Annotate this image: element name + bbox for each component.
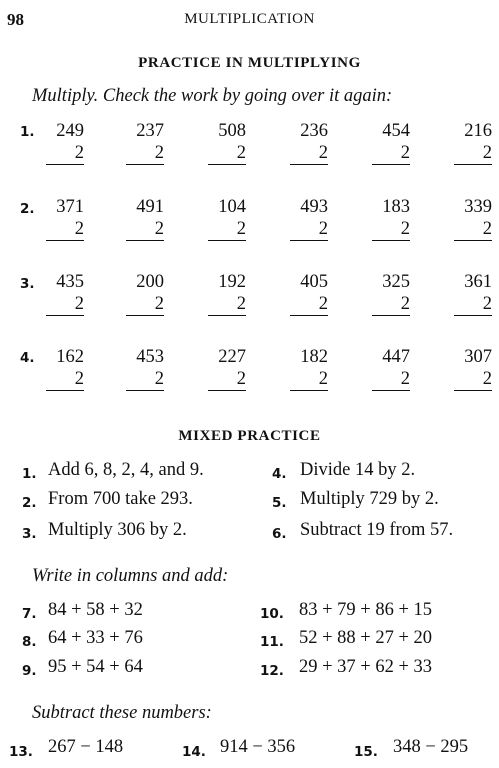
subtract-instruction: Subtract these numbers: — [32, 703, 212, 723]
multiplier: 2 — [46, 142, 84, 165]
multiplier: 2 — [126, 293, 164, 316]
multiplier: 2 — [372, 368, 410, 391]
item-number: 12. — [260, 663, 284, 679]
multiplicand: 371 — [56, 197, 84, 217]
multiplicand: 227 — [218, 347, 246, 367]
multiplication-problem — [454, 196, 492, 241]
multiplication-problem — [46, 196, 84, 241]
multiplicand: 454 — [382, 121, 410, 141]
multiplication-problem — [208, 120, 246, 165]
exercise-text: 914 − 356 — [220, 737, 296, 757]
multiplicand: 339 — [464, 197, 492, 217]
exercise-text: 84 + 58 + 32 — [48, 600, 143, 620]
multiplicand: 192 — [218, 272, 246, 292]
multiplier: 2 — [454, 218, 492, 241]
exercise-text: 29 + 37 + 62 + 33 — [299, 657, 433, 677]
item-number: 3. — [22, 526, 37, 542]
multiplier: 2 — [208, 218, 246, 241]
multiplier: 2 — [290, 368, 328, 391]
multiplication-problem — [372, 271, 410, 316]
multiplication-problem — [126, 196, 164, 241]
row-label-3: 3. — [20, 276, 35, 292]
exercise-text: 267 − 148 — [48, 737, 124, 757]
item-number: 9. — [22, 663, 37, 679]
exercise-text: 64 + 33 + 76 — [48, 628, 143, 648]
multiplier: 2 — [126, 142, 164, 165]
multiplication-problem — [46, 346, 84, 391]
multiplier: 2 — [372, 218, 410, 241]
multiplicand: 508 — [218, 121, 246, 141]
multiply-instruction: Multiply. Check the work by going over it again: — [32, 86, 393, 106]
multiplicand: 200 — [136, 272, 164, 292]
multiplicand: 249 — [56, 121, 84, 141]
multiplicand: 491 — [136, 197, 164, 217]
section-title-practice: PRACTICE IN MULTIPLYING — [138, 55, 361, 71]
multiplicand: 447 — [382, 347, 410, 367]
multiplier: 2 — [290, 293, 328, 316]
multiplicand: 307 — [464, 347, 492, 367]
multiplier: 2 — [46, 368, 84, 391]
exercise-text: Divide 14 by 2. — [300, 460, 416, 480]
running-title: MULTIPLICATION — [184, 11, 315, 27]
item-number: 5. — [272, 495, 287, 511]
multiplier: 2 — [454, 368, 492, 391]
multiplication-problem — [372, 120, 410, 165]
multiplier: 2 — [372, 293, 410, 316]
multiplier: 2 — [208, 368, 246, 391]
multiplication-problem — [290, 346, 328, 391]
row-label-2: 2. — [20, 201, 35, 217]
multiplicand: 361 — [464, 272, 492, 292]
multiplication-problem — [208, 196, 246, 241]
multiplication-problem — [290, 196, 328, 241]
multiplier: 2 — [454, 142, 492, 165]
page-number: 98 — [7, 10, 24, 29]
row-label-1: 1. — [20, 124, 35, 140]
multiplier: 2 — [454, 293, 492, 316]
exercise-text: 83 + 79 + 86 + 15 — [299, 600, 433, 620]
item-number: 6. — [272, 526, 287, 542]
multiplication-problem — [372, 346, 410, 391]
multiplier: 2 — [46, 218, 84, 241]
multiplicand: 162 — [56, 347, 84, 367]
multiplicand: 435 — [56, 272, 84, 292]
multiplier: 2 — [290, 218, 328, 241]
multiplier: 2 — [290, 142, 328, 165]
exercise-text: Multiply 729 by 2. — [300, 489, 439, 509]
multiplier: 2 — [208, 293, 246, 316]
item-number: 10. — [260, 606, 284, 622]
exercise-text: Add 6, 8, 2, 4, and 9. — [48, 460, 204, 480]
multiplication-problem — [208, 346, 246, 391]
multiplicand: 493 — [300, 197, 328, 217]
multiplier: 2 — [126, 218, 164, 241]
multiplicand: 405 — [300, 272, 328, 292]
item-number: 13. — [9, 744, 33, 760]
item-number: 4. — [272, 466, 287, 482]
multiplication-problem — [126, 346, 164, 391]
multiplication-problem — [126, 271, 164, 316]
exercise-text: Multiply 306 by 2. — [48, 520, 187, 540]
multiplication-problem — [454, 346, 492, 391]
multiplier: 2 — [46, 293, 84, 316]
item-number: 15. — [354, 744, 378, 760]
multiplication-problem — [46, 271, 84, 316]
multiplier: 2 — [126, 368, 164, 391]
multiplier: 2 — [208, 142, 246, 165]
item-number: 14. — [182, 744, 206, 760]
item-number: 2. — [22, 495, 37, 511]
section-title-mixed: MIXED PRACTICE — [178, 428, 321, 444]
item-number: 11. — [260, 634, 284, 650]
exercise-text: Subtract 19 from 57. — [300, 520, 454, 540]
multiplication-problem — [126, 120, 164, 165]
multiplicand: 104 — [218, 197, 246, 217]
item-number: 1. — [22, 466, 37, 482]
item-number: 7. — [22, 606, 37, 622]
multiplicand: 453 — [136, 347, 164, 367]
exercise-text: From 700 take 293. — [48, 489, 193, 509]
multiplicand: 236 — [300, 121, 328, 141]
multiplication-problem — [290, 120, 328, 165]
item-number: 8. — [22, 634, 37, 650]
multiplicand: 216 — [464, 121, 492, 141]
row-label-4: 4. — [20, 350, 35, 366]
exercise-text: 348 − 295 — [393, 737, 469, 757]
multiplicand: 182 — [300, 347, 328, 367]
multiplicand: 183 — [382, 197, 410, 217]
multiplication-problem — [454, 271, 492, 316]
exercise-text: 95 + 54 + 64 — [48, 657, 143, 677]
exercise-text: 52 + 88 + 27 + 20 — [299, 628, 433, 648]
multiplication-problem — [208, 271, 246, 316]
multiplication-problem — [290, 271, 328, 316]
multiplier: 2 — [372, 142, 410, 165]
columns-instruction: Write in columns and add: — [32, 566, 229, 586]
multiplication-problem — [46, 120, 84, 165]
multiplication-problem — [454, 120, 492, 165]
multiplication-problem — [372, 196, 410, 241]
multiplicand: 325 — [382, 272, 410, 292]
multiplicand: 237 — [136, 121, 164, 141]
